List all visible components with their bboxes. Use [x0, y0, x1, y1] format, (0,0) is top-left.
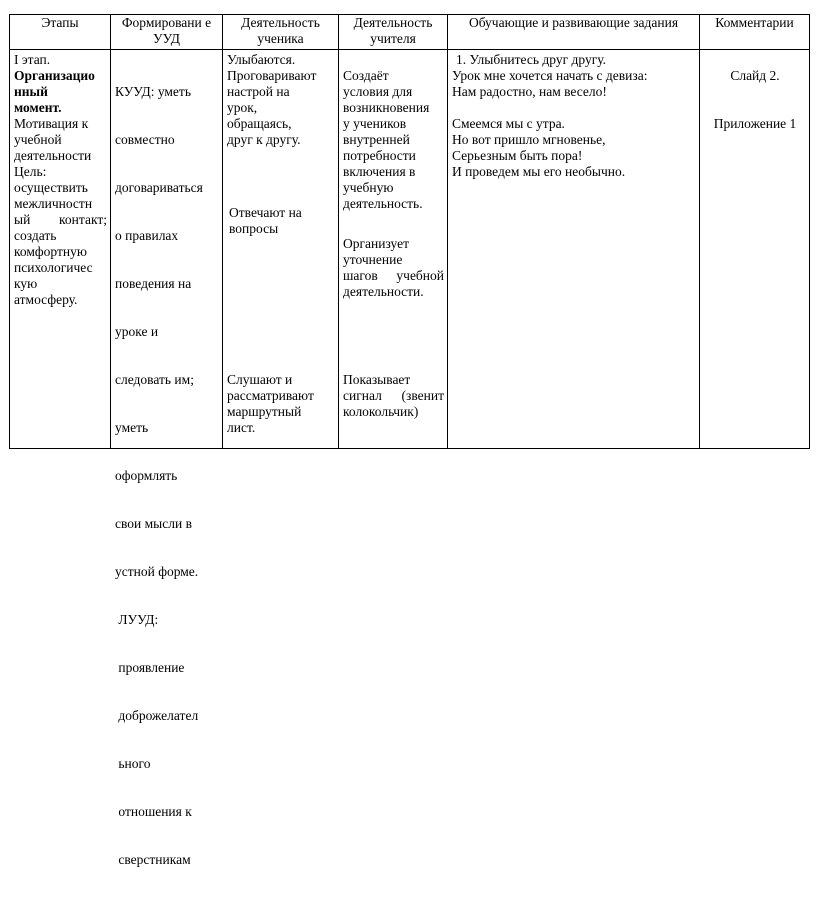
student-line: обращаясь,	[227, 116, 292, 131]
stage-line: межличностн	[14, 196, 93, 211]
stage-line: Мотивация к	[14, 116, 89, 131]
uud-line: доброжелател	[115, 708, 199, 723]
uud-cell	[111, 50, 223, 867]
teacher-line: возникновения	[343, 100, 430, 115]
teacher-line: шагов учебной	[343, 268, 444, 283]
stage-line: ый контакт;	[14, 212, 107, 227]
teacher-line: условия для	[343, 84, 413, 99]
stage-name-line: момент.	[14, 100, 62, 115]
comment-slide: Слайд 2.	[730, 68, 780, 83]
student-block-3	[227, 372, 335, 436]
uud-line: сверстникам	[115, 852, 191, 867]
student-line: урок,	[227, 100, 258, 115]
teacher-line: деятельности.	[343, 284, 424, 299]
tasks-cell	[448, 50, 700, 449]
uud-line: проявление	[115, 660, 185, 675]
uud-line: оформлять	[115, 468, 178, 483]
stage-line: кую	[14, 276, 38, 291]
uud-line: КУУД: уметь	[115, 84, 191, 99]
task-line: 1. Улыбнитесь друг другу.	[456, 52, 607, 67]
student-line: Улыбаются.	[227, 52, 296, 67]
teacher-line: Организует	[343, 236, 409, 251]
header-row	[10, 15, 810, 50]
stage-line: создать	[14, 228, 57, 243]
teacher-line: включения в	[343, 164, 416, 179]
teacher-line: у учеников	[343, 116, 407, 131]
teacher-line: внутренней	[343, 132, 410, 147]
teacher-line: Показывает	[343, 372, 411, 387]
teacher-line: деятельность.	[343, 196, 423, 211]
teacher-block-2	[343, 236, 444, 300]
student-line: друг к другу.	[227, 132, 301, 147]
teacher-line: сигнал (звенит	[343, 388, 444, 403]
stage-line: психологичес	[14, 260, 93, 275]
student-line: вопросы	[229, 221, 279, 236]
stage-row	[10, 50, 810, 449]
header-tasks: Обучающие и развивающие задания	[448, 15, 700, 50]
comment-appendix: Приложение 1	[713, 116, 797, 131]
stage-line: атмосферу.	[14, 292, 78, 307]
tasks-block-1	[452, 52, 696, 100]
teacher-line: потребности	[343, 148, 416, 163]
teacher-line: уточнение	[343, 252, 403, 267]
teacher-line: Создаёт	[343, 68, 389, 83]
student-cell	[223, 50, 339, 449]
task-line: Нам радостно, нам весело!	[452, 84, 607, 99]
header-stages: Этапы	[10, 15, 111, 50]
uud-line: договариваться	[115, 180, 203, 195]
teacher-line: учебную	[343, 180, 394, 195]
uud-line: уроке и	[115, 324, 159, 339]
uud-line: о правилах	[115, 228, 179, 243]
stage-line: деятельности	[14, 148, 92, 163]
stage-name-line: Организацио	[14, 68, 95, 83]
stage-line: Цель:	[14, 164, 47, 179]
stage-line: комфортную	[14, 244, 87, 259]
uud-line: свои мысли в	[115, 516, 192, 531]
uud-text	[115, 52, 219, 900]
uud-line: совместно	[115, 132, 175, 147]
student-line: Проговаривают	[227, 68, 317, 83]
student-line: лист.	[227, 420, 256, 435]
student-line: маршрутный	[227, 404, 302, 419]
uud-line: устной форме.	[115, 564, 199, 579]
student-line: настрой на	[227, 84, 290, 99]
stage-name-line: нный	[14, 84, 48, 99]
student-block-2	[229, 205, 335, 237]
task-line: Серьезным быть пора!	[452, 148, 583, 163]
teacher-block-1	[343, 68, 444, 212]
uud-line: отношения к	[115, 804, 192, 819]
task-line: Но вот пришло мгновенье,	[452, 132, 606, 147]
uud-line: ЛУУД:	[115, 612, 159, 627]
uud-line: поведения на	[115, 276, 192, 291]
header-student-activity: Деятельность ученика	[223, 15, 339, 50]
comments-cell	[700, 50, 810, 449]
uud-line: ьного	[115, 756, 151, 771]
stage-title: I этап.	[14, 52, 51, 67]
student-line: рассматривают	[227, 388, 314, 403]
task-line: Урок мне хочется начать с девиза:	[452, 68, 648, 83]
stage-line: учебной	[14, 132, 62, 147]
stage-line: осуществить	[14, 180, 88, 195]
teacher-block-3	[343, 372, 444, 420]
stage-text	[14, 52, 107, 308]
uud-line: следовать им;	[115, 372, 194, 387]
header-comments: Комментарии	[700, 15, 810, 50]
stage-cell	[10, 50, 111, 449]
uud-line: уметь	[115, 420, 149, 435]
header-uud: Формировани е УУД	[111, 15, 223, 50]
student-block-1	[227, 52, 335, 148]
teacher-cell	[339, 50, 448, 449]
task-line: И проведем мы его необычно.	[452, 164, 626, 179]
header-teacher-activity: Деятельность учителя	[339, 15, 448, 50]
tasks-block-2	[452, 116, 696, 180]
task-line: Смеемся мы с утра.	[452, 116, 565, 131]
teacher-line: колокольчик)	[343, 404, 419, 419]
student-line: Отвечают на	[229, 205, 302, 220]
student-line: Слушают и	[227, 372, 293, 387]
lesson-table	[9, 14, 810, 867]
